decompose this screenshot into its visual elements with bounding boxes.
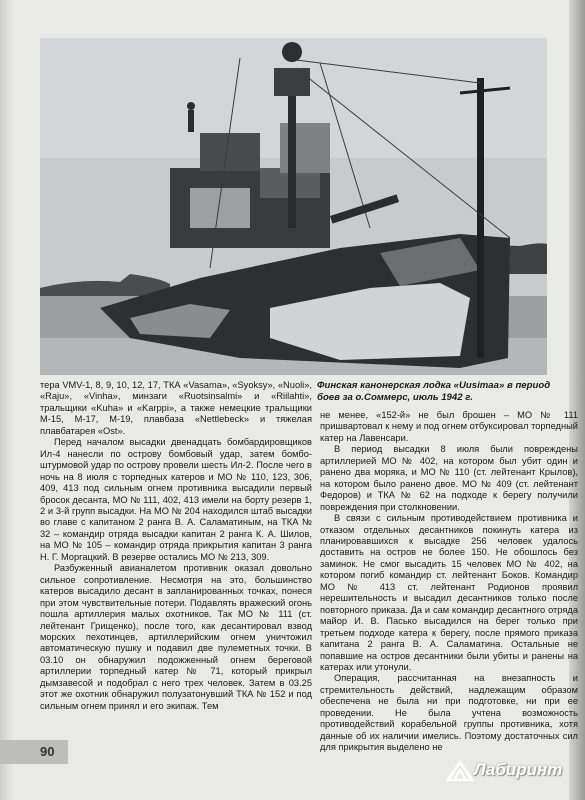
page-number: 90: [40, 744, 55, 759]
paragraph: Перед началом высадки двенадцать бомбардировщиков Ил-4 нанесли по острову бомбовый удар, затем бомбо-штурмовой удар по острову провели шесть Ил-2. После чего в ночь на 8 июля с торпедных катеров и МО № 110, 123, 306, 409, 413 под сильным огнем противника высадили первый бросок десанта, МО № 111, 402, 413 имели на борту резерв 1, 2 и 3-й групп высадки. На МО № 204 находился штаб высадки во главе с капитаном 2 ранга В. А. Саламатиным, на ТКА № 32 – командир отряда высадки капитан 2 ранга К. А. Шилов, на МО № 105 – командир отряда прикрытия капитан 3 ранга Н. Г. Моргацкий. В резерве остались МО № 213, 309.: [40, 437, 312, 562]
gunboat-photo: [40, 38, 547, 375]
left-text-column: [40, 380, 312, 712]
page-shadow: [0, 0, 14, 800]
watermark-logo: Лабиринт: [474, 760, 563, 779]
paragraph: В период высадки 8 июля были повреждены артиллерией МО № 402, на котором был убит один и ранено два моряка, и МО № 110 (ст. лейтенант Крылов), на котором было ранено двое. МО № 409 (ст. лейтенант Федоров) и ТКА № 62 на подходе к берегу получили повреждения при столкновении.: [320, 444, 578, 512]
right-text-column: [320, 410, 578, 754]
labirint-logo-icon: [446, 760, 474, 782]
photo-caption: Финская канонерская лодка «Uusimaa» в период боев за о.Соммерс, июль 1942 г.: [317, 380, 551, 403]
paragraph: тера VMV-1, 8, 9, 10, 12, 17, ТКА «Vasama», «Syoksy», «Nuoli», «Raju», «Vinha», минзаги «Ruotsinsalmi» и «Riilahti», тральщики «Kuha» и «Karppi», а также немецкие тральщики М-15, М-17, М-19, плавбаза «Nettlebeck» и тяжелая плавбатарея «Ost».: [40, 380, 312, 436]
paragraph: Операция, рассчитанная на внезапность и стремительность действий, надлежащим образом обеспечена не была ни при подготовке, ни при ее проведении. Не была учтена возможность противодействий корабельной группы противника, хотя данные об их наличии имелись. Поэтому достаточных сил для прикрытия выделено не: [320, 673, 578, 753]
paragraph: не менее, «152-й» не был брошен – МО № 111 пришвартовал к нему и под огнем отбуксировал торпедный катер на Лавенсари.: [320, 410, 578, 443]
paragraph: Разбуженный авианалетом противник оказал довольно сильное сопротивление. Несмотря на это, большинство катеров высадило десант в запланированных точках, понеся при этом чувствительные потери. Подавлять вражеский огонь пошла артиллерия малых охотников. Так МО № 111 (ст. лейтенант Грищенко), после того, как десантировал взвод морских пехотинцев, артиллерийским огнем уничтожил автоматическую пушку и подавил две пулеметных точки. В 03.10 он обнаружил подожженный огнем береговой артиллерии торпедный катер № 71, который прикрыл дымзавесой и подобрал с него трех человек. Затем в 03.25 этот же охотник обнаружил полузатонувший ТКА № 152 и под сильным огнем принял и его экипаж. Тем: [40, 563, 312, 711]
page-number-tab: [0, 740, 68, 764]
paragraph: В связи с сильным противодействием противника и отказом отдельных десантников покинуть катера из планировавшихся к высадке 256 человек удалось доставить на остров не более 150. Не обошлось без заминок. Не смог высадить 15 человек МО № 402, на котором погиб командир ст. лейтенант Боков. Командир МО № 413 ст. лейтенант Родионов проявил нерешительность и высадил десантников только после повторного приказа. Да и сам командир десантного отряда майор И. В. Пасько высадился на берег только при третьем подходе катера к берегу, после прямого приказа капитана 2 ранга В. А. Саламатина. Остальные не попавшие на остров десантники были убиты и ранены на катерах или утонули.: [320, 513, 578, 672]
